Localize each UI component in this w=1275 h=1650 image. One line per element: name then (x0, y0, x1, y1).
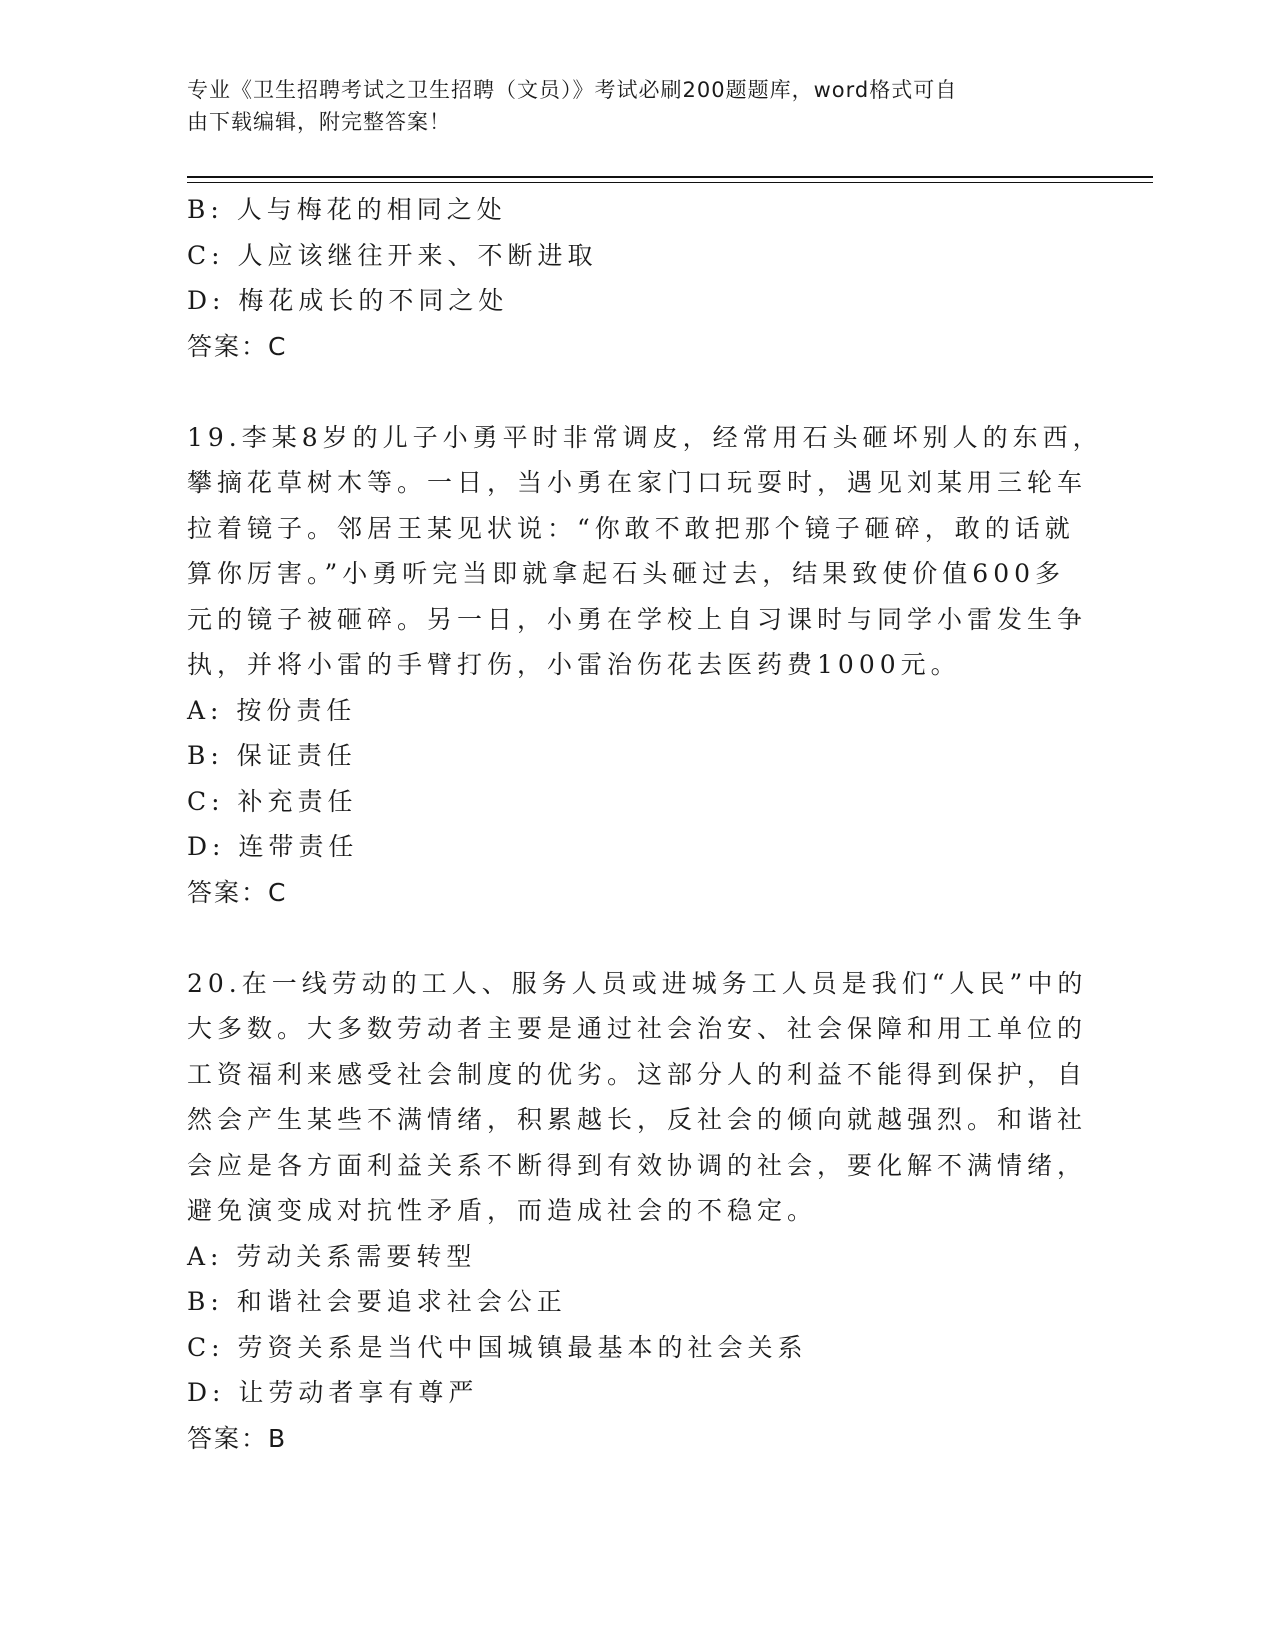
header-line-1: 专业《卫生招聘考试之卫生招聘（文员）》考试必刷200题题库，word格式可自 (187, 78, 958, 102)
option-b: B: 人与梅花的相同之处 (187, 195, 507, 224)
option-d: D: 让劳动者享有尊严 (187, 1378, 479, 1407)
option-a: A: 劳动关系需要转型 (187, 1241, 477, 1271)
option-c: C: 劳资关系是当代中国城镇最基本的社会关系 (187, 1332, 808, 1362)
option-c: C: 人应该继往开来、不断进取 (187, 240, 598, 270)
question-content (187, 187, 1103, 1461)
answer-line: 答案：C (187, 331, 288, 361)
question-text-line: 然会产生某些不满情绪，积累越长，反社会的倾向就越强烈。和谐社 (187, 1105, 1088, 1134)
question-text-line: 执，并将小雷的手臂打伤，小雷治伤花去医药费1000元。 (187, 650, 961, 679)
question-text-line: 攀摘花草树木等。一日，当小勇在家门口玩耍时，遇见刘某用三轮车 (187, 468, 1088, 497)
option-d: D: 梅花成长的不同之处 (187, 286, 509, 315)
header-line-2: 由下载编辑，附完整答案！ (187, 110, 451, 134)
question-spacer (187, 915, 1087, 961)
question-20-block (187, 961, 1087, 1462)
question-text-line: 大多数。大多数劳动者主要是通过社会治安、社会保障和用工单位的 (187, 1014, 1088, 1043)
document-header (187, 74, 1067, 138)
header-divider-thin (187, 182, 1153, 183)
question-text-line: 拉着镜子。邻居王某见状说：“你敢不敢把那个镜子砸碎，敢的话就 (187, 513, 1075, 543)
option-d: D: 连带责任 (187, 832, 359, 861)
answer-line: 答案：B (187, 1423, 288, 1453)
question-text-line: 会应是各方面利益关系不断得到有效协调的社会，要化解不满情绪， (187, 1150, 1088, 1180)
previous-question-block (187, 187, 1087, 369)
option-a: A: 按份责任 (187, 695, 357, 725)
question-text-line: 避免演变成对抗性矛盾，而造成社会的不稳定。 (187, 1196, 818, 1225)
question-text-line: 元的镜子被砸碎。另一日，小勇在学校上自习课时与同学小雷发生争 (187, 604, 1088, 634)
question-text-line: 算你厉害。”小勇听完当即就拿起石头砸过去，结果致使价值600多 (187, 559, 1066, 588)
question-text-line: 20.在一线劳动的工人、服务人员或进城务工人员是我们“人民”中的 (187, 968, 1088, 998)
option-c: C: 补充责任 (187, 786, 358, 816)
header-divider-thick (187, 176, 1153, 178)
option-b: B: 保证责任 (187, 741, 357, 770)
answer-line: 答案：C (187, 877, 288, 907)
question-spacer (187, 369, 1087, 415)
question-19-block (187, 415, 1103, 916)
question-text-line: 19.李某8岁的儿子小勇平时非常调皮，经常用石头砸坏别人的东西， (187, 422, 1103, 452)
question-text-line: 工资福利来感受社会制度的优劣。这部分人的利益不能得到保护，自 (187, 1059, 1088, 1089)
option-b: B: 和谐社会要追求社会公正 (187, 1287, 567, 1316)
